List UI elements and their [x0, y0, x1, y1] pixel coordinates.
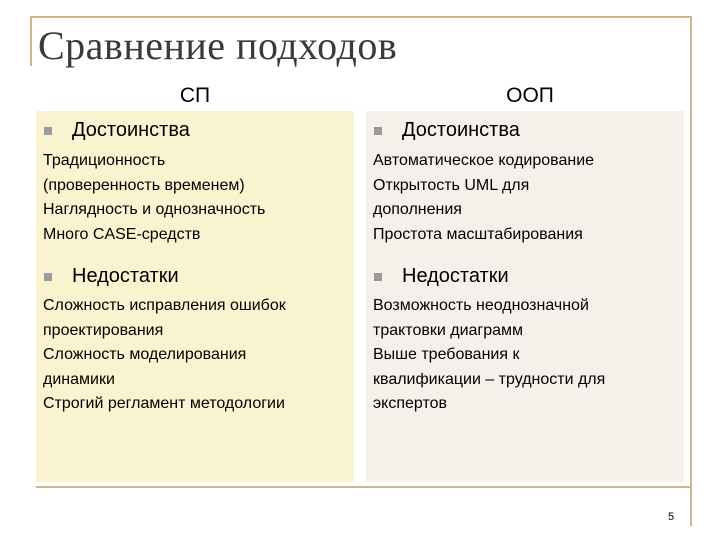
- list-item: Строгий регламент методологии: [43, 395, 285, 412]
- list-item: Простота масштабирования: [373, 225, 583, 243]
- list-item: Автоматическое кодирование: [373, 152, 595, 169]
- list-item: Открытость UML для: [373, 176, 530, 194]
- list-item: (проверенность временем): [43, 176, 245, 194]
- disadvantages-list-sp: [43, 294, 355, 417]
- list-item: Сложность моделирования: [43, 346, 247, 363]
- list-item: Сложность исправления ошибок: [43, 297, 286, 314]
- disadvantages-list-oop: [373, 294, 685, 417]
- frame-top-rule: [30, 16, 692, 18]
- column-heading-oop: ООП: [506, 84, 554, 107]
- column-heading-sp: СП: [179, 84, 211, 107]
- advantages-label: Достоинства: [402, 119, 520, 141]
- disadvantages-label: Недостатки: [402, 265, 509, 287]
- square-bullet-icon: [44, 127, 52, 135]
- list-item: Традиционность: [43, 152, 166, 169]
- list-item: Возможность неоднозначной: [373, 297, 589, 314]
- list-item: проектирования: [43, 321, 164, 339]
- advantages-list-sp: [43, 149, 355, 247]
- disadvantages-label: Недостатки: [72, 265, 179, 287]
- advantages-list-oop: [373, 149, 685, 247]
- page-number: 5: [668, 511, 675, 523]
- square-bullet-icon: [374, 273, 382, 281]
- list-item: динамики: [43, 370, 115, 388]
- list-item: Много CASE-средств: [43, 225, 201, 243]
- list-item: трактовки диаграмм: [373, 321, 524, 339]
- panel-oop: [366, 111, 684, 482]
- square-bullet-icon: [44, 273, 52, 281]
- slide-title: Сравнение подходов: [38, 23, 398, 68]
- advantages-label: Достоинства: [72, 119, 190, 141]
- panel-sp: [36, 111, 354, 482]
- frame-right-rule: [690, 16, 692, 526]
- frame-left-rule: [30, 16, 32, 66]
- frame-bottom-rule: [36, 486, 692, 488]
- list-item: Наглядность и однозначность: [43, 201, 266, 218]
- list-item: Выше требования к: [373, 346, 520, 363]
- list-item: экспертов: [373, 395, 447, 412]
- list-item: дополнения: [373, 201, 462, 218]
- list-item: квалификации – трудности для: [373, 370, 606, 388]
- square-bullet-icon: [374, 127, 382, 135]
